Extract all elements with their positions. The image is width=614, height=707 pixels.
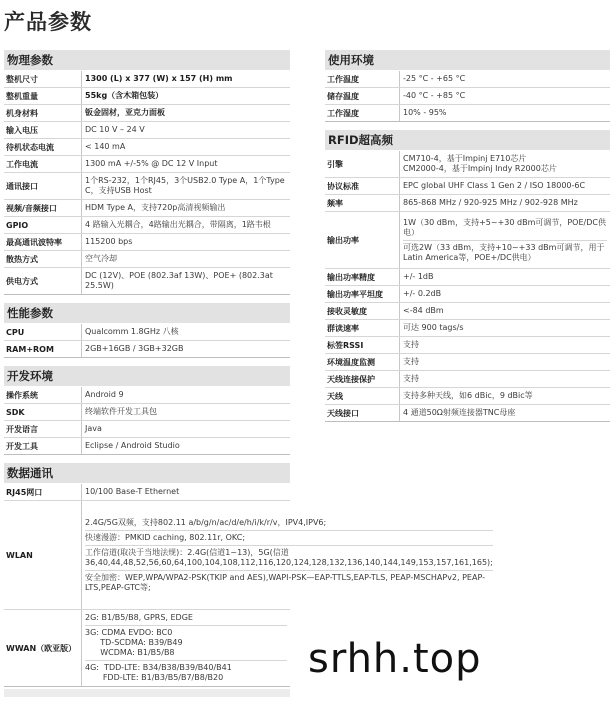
spec-row	[4, 610, 290, 687]
spec-label: 协议标准	[325, 178, 400, 194]
spec-label: 引擎	[325, 151, 400, 177]
spec-value	[400, 286, 610, 302]
spec-value-part: 2GB+16GB / 3GB+32GB	[85, 344, 184, 353]
spec-value	[82, 139, 290, 155]
spec-value-part: +/- 0.2dB	[403, 289, 442, 298]
spec-value	[82, 324, 290, 340]
spec-value-part: HDM Type A，支持720p高清视频输出	[85, 203, 226, 212]
spec-label: 群读速率	[325, 320, 400, 336]
spec-row	[4, 234, 290, 251]
spec-label: WWAN（欧亚版）	[4, 610, 82, 686]
spec-label: RAM+ROM	[4, 341, 82, 357]
spec-label: 整机重量	[4, 88, 82, 104]
spec-label: GPIO	[4, 217, 82, 233]
spec-value-part: 55kg（含木箱包装）	[85, 91, 164, 100]
section-gap	[325, 122, 610, 130]
spec-value	[400, 388, 610, 404]
spec-value	[400, 303, 610, 319]
spec-value-part: 115200 bps	[85, 237, 133, 246]
spec-value	[82, 404, 290, 420]
spec-value-part: Eclipse / Android Studio	[85, 441, 180, 450]
spec-row	[4, 88, 290, 105]
spec-value-part: 4 通道50Ω射频连接器TNC母座	[403, 408, 516, 417]
spec-value-part: 支持	[403, 357, 419, 366]
section-gap	[4, 455, 290, 463]
spec-row	[325, 195, 610, 212]
spec-section	[325, 50, 610, 122]
spec-value	[400, 195, 610, 211]
spec-value	[82, 88, 290, 104]
spec-row	[4, 268, 290, 295]
section-heading: RFID超高频	[325, 130, 610, 150]
spec-value	[82, 217, 290, 233]
spec-label: 散热方式	[4, 251, 82, 267]
spec-label: 天线连接保护	[325, 371, 400, 387]
spec-value-part: 支持	[403, 374, 419, 383]
spec-section	[4, 50, 290, 295]
spec-label: 输出功率精度	[325, 269, 400, 285]
spec-label: WLAN	[4, 501, 82, 609]
spec-value	[400, 354, 610, 370]
spec-value	[82, 122, 290, 138]
section-heading: 开发环境	[4, 366, 290, 386]
spec-value	[400, 320, 610, 336]
spec-row	[325, 71, 610, 88]
spec-value-part: 1W（30 dBm，支持+5~+30 dBm可调节，POE/DC供电）	[403, 216, 607, 241]
section-gap	[4, 295, 290, 303]
spec-value-part: DC (12V)、POE (802.3af 13W)、POE+ (802.3at 25.5W)	[85, 271, 276, 290]
spec-row	[4, 156, 290, 173]
spec-value-part: 支持多种天线，如6 dBic，9 dBic等	[403, 391, 533, 400]
spec-label: 输出功率平坦度	[325, 286, 400, 302]
spec-value-part: <-84 dBm	[403, 306, 444, 315]
spec-value-part: Java	[85, 424, 102, 433]
spec-row	[4, 71, 290, 88]
spec-label: 工作电流	[4, 156, 82, 172]
spec-value-part: EPC global UHF Class 1 Gen 2 / ISO 18000-6C	[403, 181, 586, 190]
spec-value	[82, 251, 290, 267]
spec-value	[82, 173, 290, 199]
spec-row	[4, 251, 290, 268]
section-end-bar	[4, 689, 290, 697]
spec-section	[4, 303, 290, 358]
spec-section	[4, 366, 290, 455]
spec-value	[82, 71, 290, 87]
spec-row	[325, 286, 610, 303]
section-heading: 性能参数	[4, 303, 290, 323]
spec-value-part: 快速漫游：PMKID caching, 802.11r, OKC;	[85, 531, 493, 546]
spec-value-part: 1300 (L) x 377 (W) x 157 (H) mm	[85, 74, 233, 83]
spec-row	[4, 173, 290, 200]
spec-value-part: +/- 1dB	[403, 272, 434, 281]
spec-value	[400, 371, 610, 387]
spec-value-part: 10% - 95%	[403, 108, 447, 117]
spec-value	[82, 156, 290, 172]
spec-value-part: -25 °C - +65 °C	[403, 74, 466, 83]
spec-value	[400, 178, 610, 194]
spec-value-part: 空气冷却	[85, 254, 117, 263]
spec-value	[400, 337, 610, 353]
spec-value-part: CM710-4，基于Impinj E710芯片 CM2000-4，基于Impinj Indy R2000芯片	[403, 154, 557, 173]
spec-value-part: < 140 mA	[85, 142, 126, 151]
spec-label: 频率	[325, 195, 400, 211]
spec-value-part: 2.4G/5G双频，支持802.11 a/b/g/n/ac/d/e/h/i/k/r/v，IPV4,IPV6;	[85, 516, 493, 531]
spec-label: 工作湿度	[325, 105, 400, 121]
spec-row	[4, 324, 290, 341]
spec-row	[325, 388, 610, 405]
spec-label: 开发工具	[4, 438, 82, 454]
spec-value-part: 2G: B1/B5/B8, GPRS, EDGE	[85, 611, 287, 626]
spec-value-part: 终端软件开发工具包	[85, 407, 157, 416]
spec-value-part: 4 路输入光耦合，4路输出光耦合，带隔离，1路韦根	[85, 220, 271, 229]
spec-label: 天线	[325, 388, 400, 404]
spec-row	[325, 269, 610, 286]
spec-value	[82, 610, 290, 686]
spec-value	[82, 200, 290, 216]
spec-value	[400, 71, 610, 87]
spec-value	[400, 212, 610, 268]
spec-value-part: 安全加密：WEP,WPA/WPA2-PSK(TKIP and AES),WAPI-PSK—EAP-TTLS,EAP-TLS, PEAP-MSCHAPv2, PEAP-LTS,PEAP-GTC等;	[85, 572, 485, 592]
spec-label: 待机状态电流	[4, 139, 82, 155]
spec-label: 工作温度	[325, 71, 400, 87]
spec-label: 开发语言	[4, 421, 82, 437]
spec-label: 输入电压	[4, 122, 82, 138]
spec-label: 操作系统	[4, 387, 82, 403]
spec-section	[325, 130, 610, 422]
spec-value-part: -40 °C - +85 °C	[403, 91, 466, 100]
spec-row	[325, 151, 610, 178]
spec-row	[4, 484, 290, 501]
spec-label: 最高通讯波特率	[4, 234, 82, 250]
watermark: srhh.top	[308, 636, 482, 682]
page-title: 产品参数	[4, 10, 92, 34]
section-heading: 使用环境	[325, 50, 610, 70]
spec-value	[82, 421, 290, 437]
spec-value-part: 可达 900 tags/s	[403, 323, 464, 332]
spec-row	[4, 421, 290, 438]
spec-row	[325, 105, 610, 122]
spec-value-part: Android 9	[85, 390, 124, 399]
spec-value	[82, 268, 290, 294]
spec-label: CPU	[4, 324, 82, 340]
spec-value-part: 钣金固材，亚克力面板	[85, 108, 165, 117]
section-gap	[4, 358, 290, 366]
spec-value-part: 10/100 Base-T Ethernet	[85, 487, 180, 496]
spec-value-part: 4G: TDD-LTE: B34/B38/B39/B40/B41 FDD-LTE: B1/B3/B5/B7/B8/B20	[85, 663, 232, 682]
spec-label: 天线接口	[325, 405, 400, 421]
spec-row	[325, 337, 610, 354]
spec-value	[82, 341, 290, 357]
spec-value	[400, 151, 610, 177]
spec-row	[4, 200, 290, 217]
spec-row	[325, 354, 610, 371]
spec-value-part: 865-868 MHz / 920-925 MHz / 902-928 MHz	[403, 198, 578, 207]
spec-row	[325, 303, 610, 320]
spec-label: 储存温度	[325, 88, 400, 104]
spec-row	[4, 122, 290, 139]
spec-value	[82, 484, 290, 500]
spec-row	[325, 212, 610, 269]
spec-label: 输出功率	[325, 212, 400, 268]
spec-value	[82, 501, 496, 609]
spec-row	[4, 105, 290, 122]
spec-value	[400, 105, 610, 121]
section-heading: 物理参数	[4, 50, 290, 70]
spec-label: 环境温度监测	[325, 354, 400, 370]
spec-label: 通讯接口	[4, 173, 82, 199]
spec-row	[325, 88, 610, 105]
spec-row	[4, 501, 493, 610]
spec-row	[325, 405, 610, 422]
spec-value	[400, 88, 610, 104]
spec-label: 整机尺寸	[4, 71, 82, 87]
right-column	[325, 50, 610, 422]
spec-row	[325, 320, 610, 337]
spec-value-part: 工作信道(取决于当地法规)：2.4G(信道1~13)，5G(信道36,40,44,48,52,56,60,64,100,104,108,112,116,120,124,128,132,136,140,144,149,153,157,161,165);	[85, 546, 493, 571]
spec-value-part: 3G: CDMA EVDO: BC0 TD-SCDMA: B39/B49 WCDMA: B1/B5/B8	[85, 626, 287, 661]
spec-row	[4, 438, 290, 455]
spec-row	[4, 139, 290, 156]
spec-label: 供电方式	[4, 268, 82, 294]
spec-row	[4, 217, 290, 234]
spec-value	[82, 387, 290, 403]
spec-value	[400, 405, 610, 421]
spec-value-part: DC 10 V – 24 V	[85, 125, 145, 134]
spec-row	[4, 387, 290, 404]
spec-value	[400, 269, 610, 285]
spec-value-part: 支持	[403, 340, 419, 349]
spec-value	[82, 438, 290, 454]
spec-value	[82, 105, 290, 121]
spec-label: SDK	[4, 404, 82, 420]
spec-label: 视频/音频接口	[4, 200, 82, 216]
spec-label: RJ45网口	[4, 484, 82, 500]
spec-value-part: 1300 mA +/-5% @ DC 12 V Input	[85, 159, 218, 168]
spec-row	[4, 341, 290, 358]
spec-label: 接收灵敏度	[325, 303, 400, 319]
spec-value-part: 可选2W（33 dBm，支持+10~+33 dBm可调节，用于Latin America等，POE+/DC供电）	[403, 242, 605, 262]
spec-row	[325, 178, 610, 195]
spec-value	[82, 234, 290, 250]
spec-value-part: 1个RS-232，1个RJ45，3个USB2.0 Type A，1个Type C，支持USB Host	[85, 176, 288, 195]
spec-row	[4, 404, 290, 421]
spec-label: 机身材料	[4, 105, 82, 121]
spec-value-part: Qualcomm 1.8GHz 八核	[85, 327, 179, 336]
spec-row	[325, 371, 610, 388]
spec-label: 标签RSSI	[325, 337, 400, 353]
section-heading: 数据通讯	[4, 463, 290, 483]
